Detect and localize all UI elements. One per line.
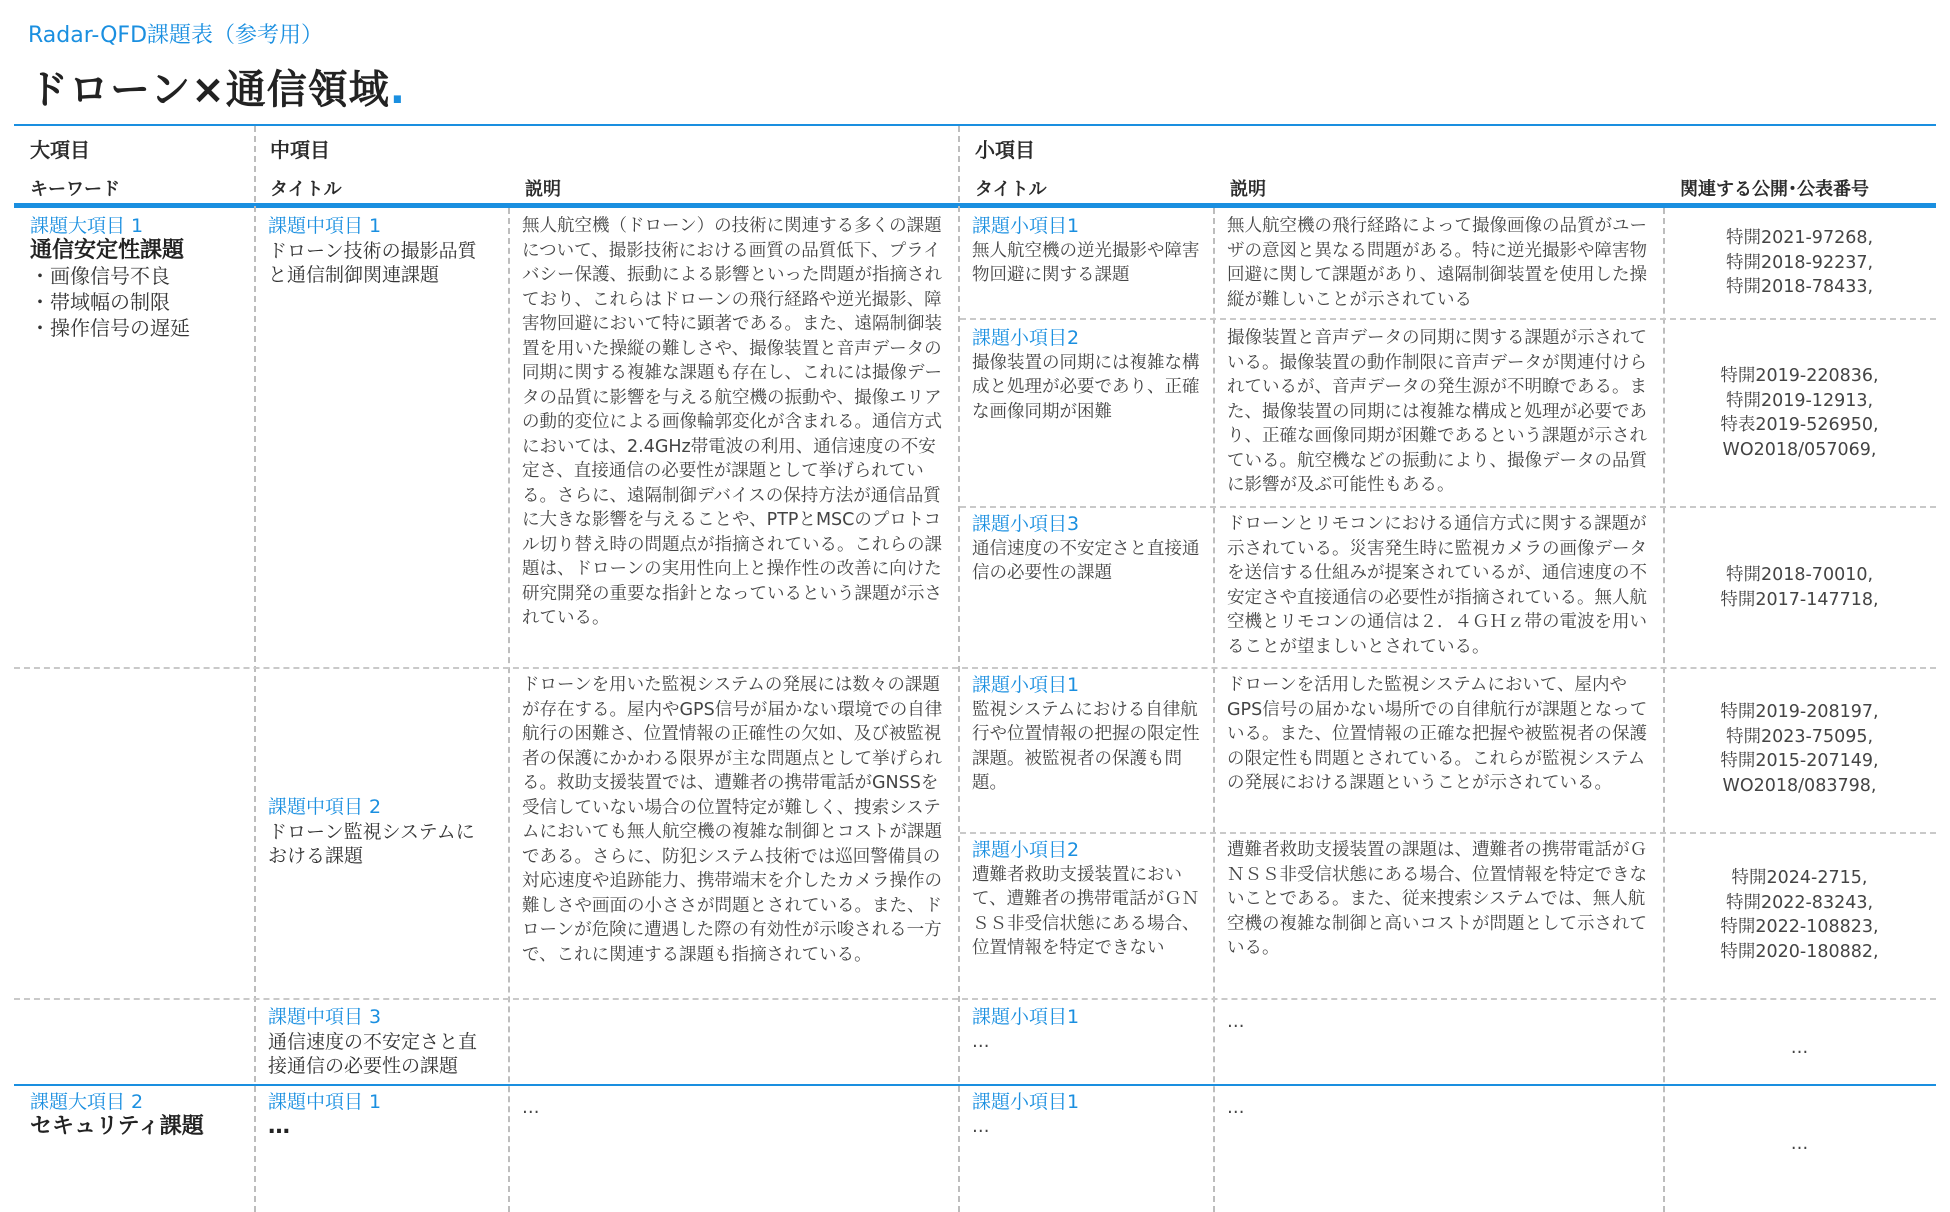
minor-item-label: 課題小項目1 (972, 674, 1080, 696)
header-middle-title: タイトル (270, 179, 342, 200)
middle-item-title: 通信速度の不安定さと直接通信の必要性の課題 (268, 1030, 478, 1077)
middle-item-2 (268, 795, 493, 869)
pub-number: 特開2018-78433, (1725, 277, 1874, 297)
header-major: 大項目 (30, 138, 90, 162)
middle-item-desc: ドローンを用いた監視システムの発展には数々の課題が存在する。屋内やGPS信号が届かない環境での自律航行の困難さ、位置情報の正確性の欠如、及び被監視者の保護にかかわる限界が主な問題点として挙げられる。救助支援装置では、遭難者の携帯電話がGNSSを受信していない場合の位置特定が難しく、捜索システムにおいても無人航空機の複雑な制御とコストが課題である。さらに、防犯システム技術では巡回警備員の対応速度や追跡能力、携帯端末を介したカメラ操作の難しさや画面の小ささが問題とされている。また、ドローンが危険に遭遇した際の有効性が示唆される一方で、これに関連する課題も指摘されている。 (522, 675, 943, 965)
minor-item-label: 課題小項目3 (972, 513, 1080, 535)
pub-number: 特開2017-147718, (1720, 589, 1879, 610)
row-divider (14, 667, 1936, 669)
minor-item-title-cell (972, 326, 1202, 424)
middle-item-1 (268, 214, 493, 288)
minor-item-desc: 遭難者救助支援装置の課題は、遭難者の携帯電話がＧＮＳＳ非受信状態にある場合、位置情報を特定できないことである。また、従来捜索システムでは、無人航空機の複雑な制御と高いコストが問題として示されている。 (1227, 840, 1647, 958)
pub-numbers (1667, 866, 1932, 964)
minor-item-title: 監視システムにおける自律航行や位置情報の把握の限定性課題。被監視者の保護も問題。 (972, 699, 1200, 793)
pub-number: 特表2019-526950, (1720, 415, 1879, 435)
pub-number: … (1790, 1134, 1809, 1154)
minor-item-label: 課題小項目1 (972, 1006, 1080, 1028)
page-title-text: ドローン×通信領域 (28, 67, 390, 113)
pub-numbers (1667, 563, 1932, 612)
middle-item-label: 課題中項目 1 (268, 1091, 382, 1113)
col-divider (1663, 208, 1665, 1212)
pub-number: 特開2019-220836, (1720, 366, 1879, 386)
section-divider (14, 1084, 1936, 1086)
keyword-item: ・画像信号不良 (30, 264, 170, 288)
major-item-2 (30, 1090, 245, 1139)
pub-numbers (1667, 1036, 1932, 1061)
row-divider (960, 832, 1936, 834)
middle-item-3 (268, 1005, 493, 1079)
pub-numbers (1667, 226, 1932, 300)
minor-item-label: 課題小項目1 (972, 215, 1080, 237)
middle-item-4 (268, 1090, 493, 1139)
pub-number: WO2018/057069, (1722, 439, 1877, 460)
keyword-item: ・帯域幅の制限 (30, 290, 170, 314)
middle-item-desc: … (522, 1098, 540, 1118)
document-subtitle: Radar-QFD課題表（参考用） (28, 23, 324, 48)
pub-number: 特開2022-83243, (1725, 892, 1874, 913)
minor-item-title-cell (972, 838, 1202, 961)
header-minor-title: タイトル (975, 179, 1047, 200)
pub-number: 特開2015-207149, (1720, 751, 1879, 771)
pub-number: 特開2019-208197, (1720, 702, 1879, 722)
major-item-title: 通信安定性課題 (30, 237, 185, 263)
minor-item-desc: ドローンを活用した監視システムにおいて、屋内やGPS信号の届かない場所での自律航行が課題となっている。また、位置情報の正確な把握や被監視者の保護の限定性も問題とされている。これらが監視システムの発展における課題ということが示されている。 (1227, 675, 1648, 793)
page-title (28, 58, 406, 115)
major-item-1 (30, 214, 245, 341)
middle-item-title: ドローン監視システムにおける課題 (268, 820, 475, 867)
major-item-title: セキュリティ課題 (30, 1113, 204, 1139)
title-accent-dot: . (389, 67, 406, 113)
minor-item-title: 撮像装置の同期には複雑な構成と処理が必要であり、正確な画像同期が困難 (972, 352, 1200, 422)
middle-item-label: 課題中項目 2 (268, 796, 382, 818)
header-pubs: 関連する公開･公表番号 (1680, 179, 1869, 200)
table-top-border (14, 124, 1936, 126)
minor-item-title-cell (972, 214, 1202, 288)
pub-number: 特開2018-70010, (1725, 565, 1874, 585)
header-keyword: キーワード (30, 179, 120, 200)
pub-number: 特開2021-97268, (1725, 228, 1874, 248)
pub-number: … (1790, 1038, 1809, 1058)
minor-item-label: 課題小項目1 (972, 1091, 1080, 1113)
row-divider (960, 506, 1936, 508)
middle-item-title: … (268, 1113, 290, 1139)
pub-number: 特開2022-108823, (1720, 917, 1879, 937)
pub-numbers (1667, 1132, 1932, 1157)
minor-item-title: 無人航空機の逆光撮影や障害物回避に関する課題 (972, 240, 1200, 285)
header-middle-desc: 説明 (525, 179, 561, 200)
minor-item-title: … (972, 1031, 990, 1052)
minor-item-title-cell (972, 512, 1202, 586)
row-divider (960, 318, 1936, 320)
minor-item-desc: … (1227, 1098, 1245, 1118)
minor-item-desc: 無人航空機の飛行経路によって撮像画像の品質がユーザの意図と異なる問題がある。特に逆光撮影や障害物回避に関して課題があり、遠隔制御装置を使用した操縦が難しいことが示されている (1227, 216, 1647, 310)
pub-numbers (1667, 364, 1932, 462)
col-divider (508, 208, 510, 1212)
col-divider (254, 126, 256, 1212)
minor-item-desc: … (1227, 1012, 1245, 1032)
pub-numbers (1667, 700, 1932, 798)
minor-item-title-cell (972, 1090, 1202, 1139)
keyword-item: ・操作信号の遅延 (30, 316, 190, 340)
pub-number: 特開2023-75095, (1725, 726, 1874, 747)
minor-item-desc: 撮像装置と音声データの同期に関する課題が示されている。撮像装置の動作制限に音声データが関連付けられているが、音声データの発生源が不明瞭である。また、撮像装置の同期には複雑な構成と処理が必要であり、正確な画像同期が困難であるという課題が示されている。航空機などの振動により、撮像データの品質に影響が及ぶ可能性もある。 (1227, 328, 1647, 495)
header-middle: 中項目 (270, 138, 330, 162)
major-item-label: 課題大項目 1 (30, 215, 144, 237)
col-divider (1213, 208, 1215, 1212)
header-minor-desc: 説明 (1230, 179, 1266, 200)
minor-item-title-cell (972, 673, 1202, 796)
header-bottom-border (14, 203, 1936, 208)
pub-number: WO2018/083798, (1722, 775, 1877, 796)
minor-item-label: 課題小項目2 (972, 839, 1080, 861)
pub-number: 特開2019-12913, (1725, 390, 1874, 411)
header-minor: 小項目 (975, 138, 1035, 162)
pub-number: 特開2024-2715, (1731, 868, 1868, 888)
middle-item-label: 課題中項目 1 (268, 215, 382, 237)
middle-item-label: 課題中項目 3 (268, 1006, 382, 1028)
major-item-label: 課題大項目 2 (30, 1091, 144, 1113)
minor-item-desc: ドローンとリモコンにおける通信方式に関する課題が示されている。災害発生時に監視カメラの画像データを送信する仕組みが提案されているが、通信速度の不安定さや直接通信の必要性が指摘されている。無人航空機とリモコンの通信は２．４ＧＨｚ帯の電波を用いることが望ましいとされている。 (1227, 514, 1647, 657)
minor-item-title-cell (972, 1005, 1202, 1054)
minor-item-title: 通信速度の不安定さと直接通信の必要性の課題 (972, 538, 1200, 583)
middle-item-title: ドローン技術の撮影品質と通信制御関連課題 (268, 239, 477, 286)
pub-number: 特開2020-180882, (1720, 941, 1879, 962)
col-divider (958, 126, 960, 1212)
minor-item-title: 遭難者救助支援装置において、遭難者の携帯電話がＧＮＳＳ非受信状態にある場合、位置情報を特定できない (972, 864, 1200, 958)
middle-item-desc: 無人航空機（ドローン）の技術に関連する多くの課題について、撮影技術における画質の品質低下、プライバシー保護、振動による影響といった問題が指摘されており、これらはドローンの飛行経路や逆光撮影、障害物回避において特に顕著である。また、遠隔制御装置を用いた操縦の難しさや、撮像装置と音声データの同期に関する複雑な課題も存在し、これには撮像データの品質に影響を与える航空機の振動や、撮像エリアの動的変位による画像輪郭変化が含まれる。通信方式においては、2.4GHz帯電波の利用、通信速度の不安定さ、直接通信の必要性が課題として挙げられている。さらに、遠隔制御デバイスの保持方法が通信品質に大きな影響を与えることや、PTPとMSCのプロトコル切り替え時の問題点が指摘されている。これらの課題は、ドローンの実用性向上と操作性の改善に向けた研究開発の重要な指針となっているという課題が示されている。 (522, 216, 942, 628)
minor-item-title: … (972, 1116, 990, 1137)
row-divider (14, 998, 1936, 1000)
minor-item-label: 課題小項目2 (972, 327, 1080, 349)
pub-number: 特開2018-92237, (1725, 252, 1874, 273)
